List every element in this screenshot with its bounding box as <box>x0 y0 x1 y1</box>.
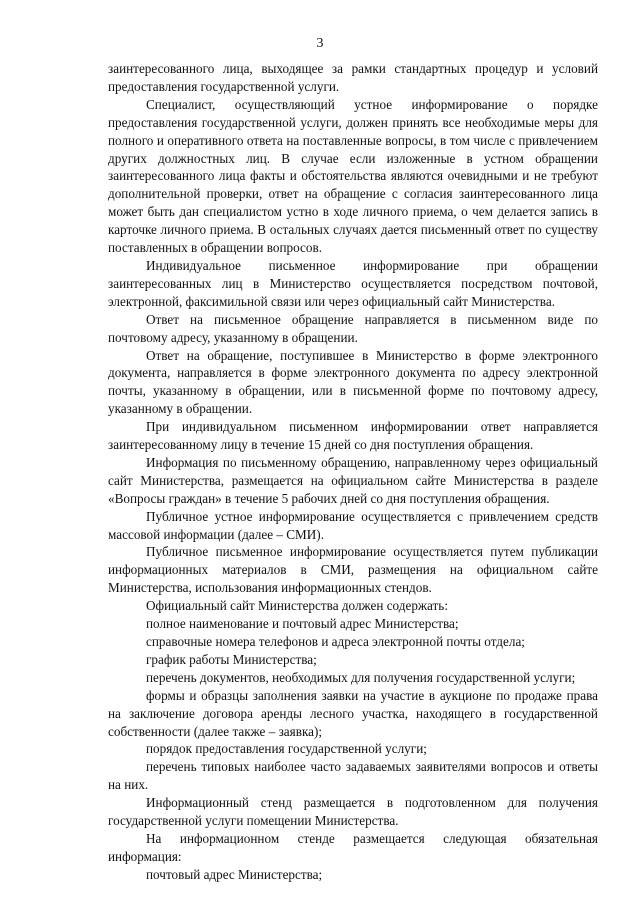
document-body <box>108 60 598 884</box>
paragraph-info-stand-location: Информационный стенд размещается в подготовленном для получения государственной услуги помещении Министерства. <box>108 795 598 829</box>
paragraph-website-questions-section: Информация по письменному обращению, направленному через официальный сайт Министерства, размещается на официальном сайте Министерства в разделе «Вопросы граждан» в течение 5 рабочих дней со дня поступления обращения. <box>108 454 598 506</box>
page-number: 3 <box>316 36 324 51</box>
list-item-phone-email: справочные номера телефонов и адреса электронной почты отдела; <box>146 634 525 649</box>
list-item-documents-list: перечень документов, необходимых для получения государственной услуги; <box>146 669 576 685</box>
paragraph-oral-informing-specialist: Специалист, осуществляющий устное информирование о порядке предоставления государственной услуги, должен принять все необходимые меры для полного и оперативного ответа на поставленные вопросы, в том числе с привлечением других должностных лиц. В случае если изложенные в устном обращении заинтересованного лица факты и обстоятельства являются очевидными и не требуют дополнительной проверки, ответ на обращение с согласия заинтересованного лица может быть дан специалистом устно в ходе личного приема, о чем делается запись в карточке личного приема. В остальных случаях дается письменный ответ по существу поставленных в обращении вопросов. <box>108 96 598 256</box>
list-item-full-name-address: полное наименование и почтовый адрес Министерства; <box>146 616 459 632</box>
paragraph-1-continued: заинтересованного лица, выходящее за рамки стандартных процедур и условий предоставления государственной услуги. <box>108 61 598 94</box>
paragraph-public-oral-informing: Публичное устное информирование осуществляется с привлечением средств массовой информации (далее – СМИ). <box>108 508 598 542</box>
paragraph-individual-written-informing: Индивидуальное письменное информирование при обращении заинтересованных лиц в Министерство осуществляется посредством почтовой, электронной, факсимильной связи или через официальный сайт Министерства. <box>108 257 598 309</box>
list-item-service-procedure: порядок предоставления государственной услуги; <box>146 741 427 757</box>
paragraph-reply-deadline: При индивидуальном письменном информировании ответ направляется заинтересованному лицу в течение 15 дней со дня поступления обращения. <box>108 419 598 453</box>
list-item-faq: перечень типовых наиболее часто задаваемых заявителями вопросов и ответы на них. <box>108 759 598 793</box>
paragraph-info-stand-contents-intro: На информационном стенде размещается следующая обязательная информация: <box>108 830 598 864</box>
paragraph-electronic-reply: Ответ на обращение, поступившее в Министерство в форме электронного документа, направляется в форме электронного документа по адресу электронной почты, указанному в обращении, или в письменной форме по почтовому адресу, указанному в обращении. <box>108 347 598 417</box>
list-item-application-forms: формы и образцы заполнения заявки на участие в аукционе по продаже права на заключение договора аренды лесного участка, находящего в государственной собственности (далее также – заявка); <box>108 687 598 739</box>
paragraph-public-written-informing: Публичное письменное информирование осуществляется путем публикации информационных материалов в СМИ, размещения на официальном сайте Министерства, использования информационных стендов. <box>108 544 598 596</box>
list-item-work-schedule: график работы Министерства; <box>146 651 317 667</box>
list-item-postal-address: почтовый адрес Министерства; <box>146 866 323 882</box>
paragraph-written-reply-by-post: Ответ на письменное обращение направляется в письменном виде по почтовому адресу, указанному в обращении. <box>108 311 598 345</box>
paragraph-website-content-intro: Официальный сайт Министерства должен содержать: <box>146 598 448 614</box>
